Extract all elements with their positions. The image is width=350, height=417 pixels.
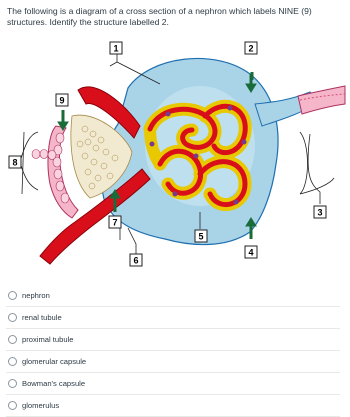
label-2 — [245, 42, 257, 54]
radio-button[interactable] — [8, 357, 17, 366]
svg-text:8: 8 — [12, 157, 18, 168]
svg-text:9: 9 — [59, 95, 65, 106]
radio-button[interactable] — [8, 401, 17, 410]
svg-text:1: 1 — [113, 43, 119, 54]
label-5 — [195, 230, 207, 242]
answer-option-label: glomerulus — [22, 401, 60, 410]
proximal-tubule — [298, 86, 345, 114]
radio-button[interactable] — [8, 335, 17, 344]
svg-text:3: 3 — [317, 207, 323, 218]
answer-option-label: nephron — [22, 291, 50, 300]
svg-text:2: 2 — [248, 43, 254, 54]
answer-option[interactable] — [6, 395, 340, 417]
radio-button[interactable] — [8, 291, 17, 300]
answer-option[interactable] — [6, 351, 340, 373]
answer-option[interactable] — [6, 307, 340, 329]
svg-text:4: 4 — [248, 247, 254, 258]
svg-text:6: 6 — [133, 255, 139, 266]
answer-option-label: Bowman's capsule — [22, 379, 86, 388]
label-6 — [130, 254, 142, 266]
label-4 — [245, 246, 257, 258]
answer-option-label: proximal tubule — [22, 335, 74, 344]
svg-text:5: 5 — [198, 231, 204, 242]
answer-option[interactable] — [6, 329, 340, 351]
label-7 — [109, 216, 121, 228]
radio-button[interactable] — [8, 379, 17, 388]
nephron-diagram — [0, 34, 350, 269]
answer-option[interactable] — [6, 285, 340, 307]
label-1 — [110, 42, 122, 54]
answer-option-label: glomerular capsule — [22, 357, 87, 366]
label-3 — [314, 206, 326, 218]
radio-button[interactable] — [8, 313, 17, 322]
svg-text:7: 7 — [112, 217, 118, 228]
answer-option-label: renal tubule — [22, 313, 62, 322]
answer-option[interactable] — [6, 373, 340, 395]
label-9 — [56, 94, 68, 106]
label-8 — [9, 156, 21, 168]
question-text: The following is a diagram of a cross section of a nephron which labels NINE (9) structures. Identify the structure labelled 2. — [7, 6, 312, 27]
answer-options — [0, 285, 350, 417]
